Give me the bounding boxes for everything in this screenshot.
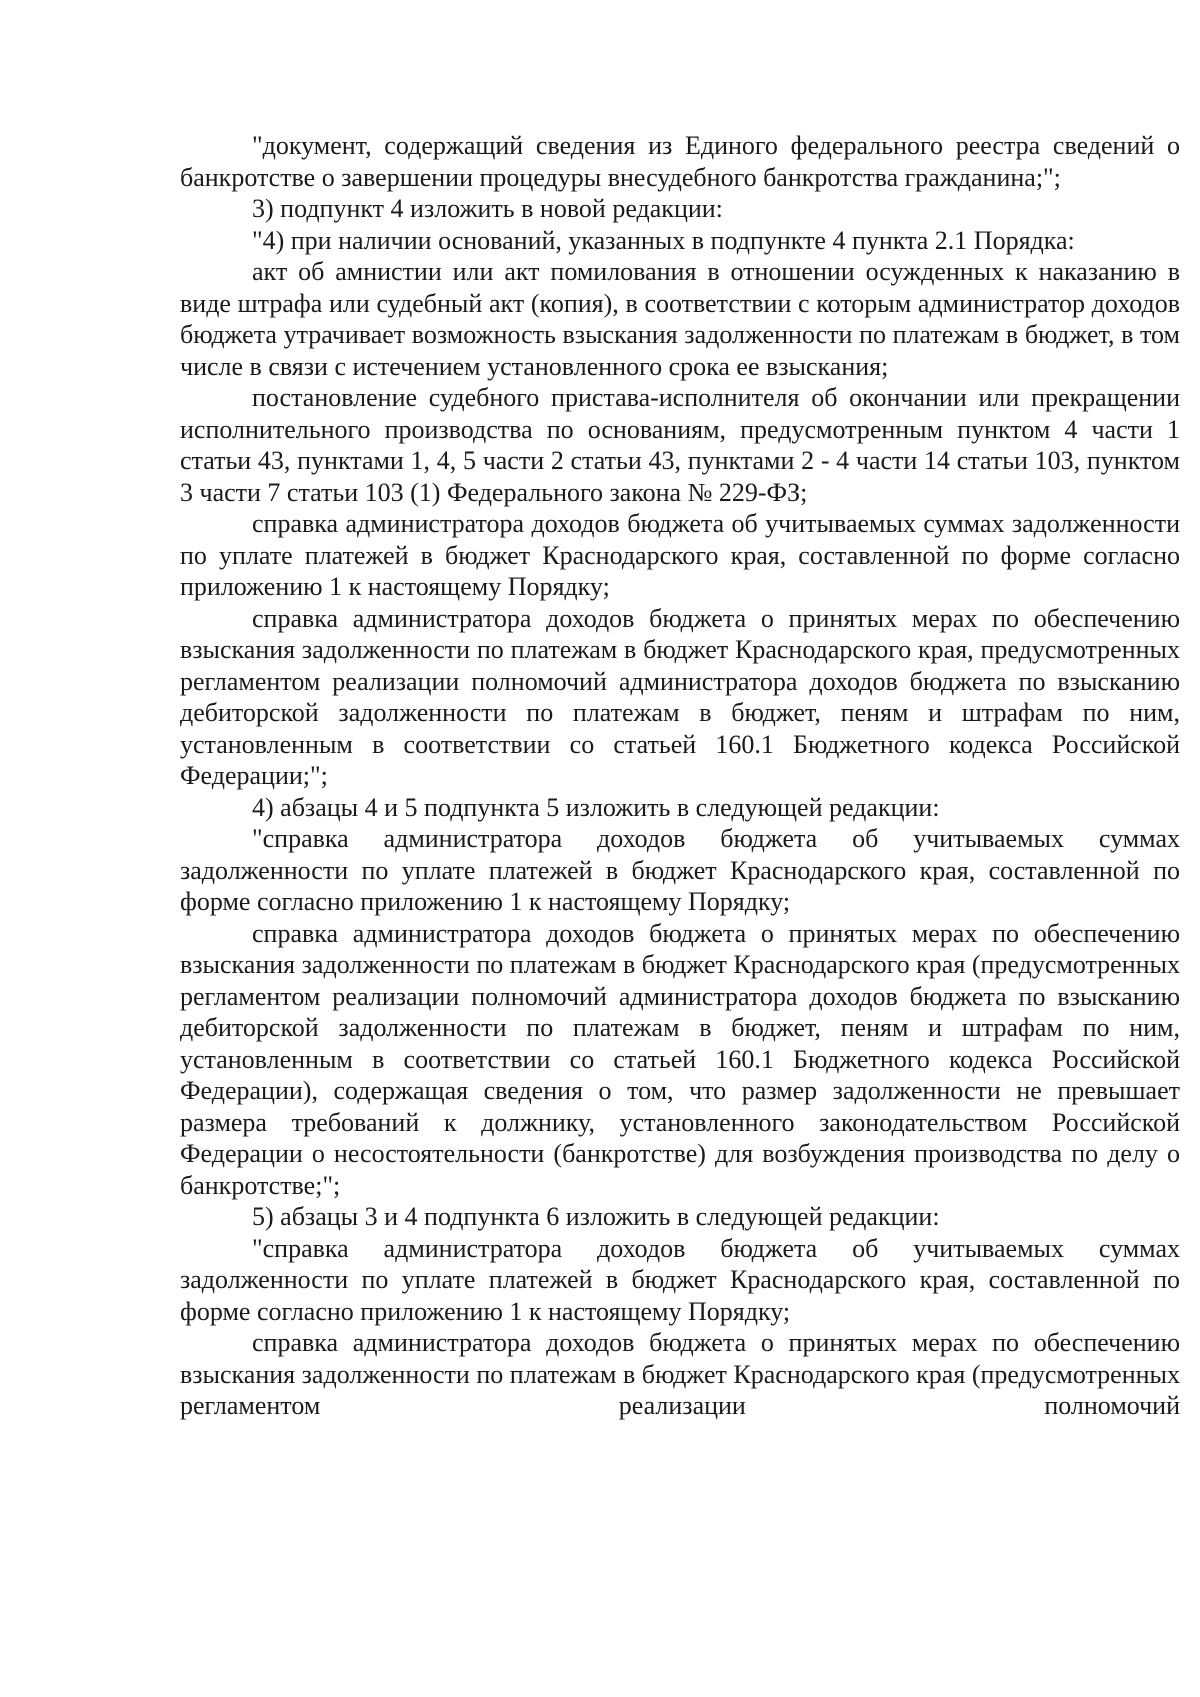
- paragraph-debt-certificate-3: "справка администратора доходов бюджета об учитываемых суммах задолженности по уплате платежей в бюджет Краснодарского края, составленной по форме согласно приложению 1 к настоящему Порядку;: [180, 1233, 1180, 1326]
- paragraph-item-3: 3) подпункт 4 изложить в новой редакции:: [252, 194, 723, 223]
- paragraph-debt-certificate-2: "справка администратора доходов бюджета об учитываемых суммах задолженности по уплате платежей в бюджет Краснодарского края, составленной по форме согласно приложению 1 к настоящему Порядку;: [180, 824, 1180, 916]
- paragraph-debt-certificate-1: справка администратора доходов бюджета об учитываемых суммах задолженности по уплате платежей в бюджет Краснодарского края, составленной по форме согласно приложению 1 к настоящему Порядку;: [180, 509, 1180, 601]
- paragraph-subitem-4: "4) при наличии оснований, указанных в подпункте 4 пункта 2.1 Порядка:: [252, 225, 1075, 255]
- paragraph-measures-certificate-3: справка администратора доходов бюджета о принятых мерах по обеспечению взыскания задолженности по платежам в бюджет Краснодарского края (предусмотренных регламентом реализации полномочий: [180, 1328, 1180, 1420]
- paragraph-measures-certificate-1: справка администратора доходов бюджета о принятых мерах по обеспечению взыскания задолженности по платежам в бюджет Краснодарского края, предусмотренных регламентом реализации полномочий администратора доходов бюджета по взысканию дебиторской задолженности по платежам в бюджет, пеням и штрафам по ним, установленным в соответствии со статьей 160.1 Бюджетного кодекса Российской Федерации;";: [180, 603, 1180, 790]
- document-body: [180, 130, 1180, 1422]
- paragraph-measures-certificate-2: справка администратора доходов бюджета о принятых мерах по обеспечению взыскания задолженности по платежам в бюджет Краснодарского края (предусмотренных регламентом реализации полномочий администратора доходов бюджета по взысканию дебиторской задолженности по платежам в бюджет, пеням и штрафам по ним, установленным в соответствии со статьей 160.1 Бюджетного кодекса Российской Федерации), содержащая сведения о том, что размер задолженности не превышает размера требований к должнику, установленного законодательством Российской Федерации о несостоятельности (банкротстве) для возбуждения производства по делу о банкротстве;";: [180, 918, 1180, 1200]
- paragraph-bailiff-resolution: постановление судебного пристава-исполнителя об окончании или прекращении исполнительного производства по основаниям, предусмотренным пунктом 4 части 1 статьи 43, пунктами 1, 4, 5 части 2 статьи 43, пунктами 2 - 4 части 14 статьи 103, пунктом 3 части 7 статьи 103 (1) Федерального закона № 229-ФЗ;: [180, 383, 1180, 507]
- paragraph-egfr-document: "документ, содержащий сведения из Единого федерального реестра сведений о банкротстве о завершении процедуры внесудебного банкротства гражданина;";: [180, 131, 1180, 192]
- paragraph-item-4: 4) абзацы 4 и 5 подпункта 5 изложить в следующей редакции:: [252, 792, 940, 822]
- paragraph-item-5: 5) абзацы 3 и 4 подпункта 6 изложить в следующей редакции:: [252, 1202, 940, 1231]
- paragraph-amnesty-act: акт об амнистии или акт помилования в отношении осужденных к наказанию в виде штрафа или судебный акт (копия), в соответствии с которым администратор доходов бюджета утрачивает возможность взыскания задолженности по платежам в бюджет, в том числе в связи с истечением установленного срока ее взыскания;: [180, 257, 1180, 381]
